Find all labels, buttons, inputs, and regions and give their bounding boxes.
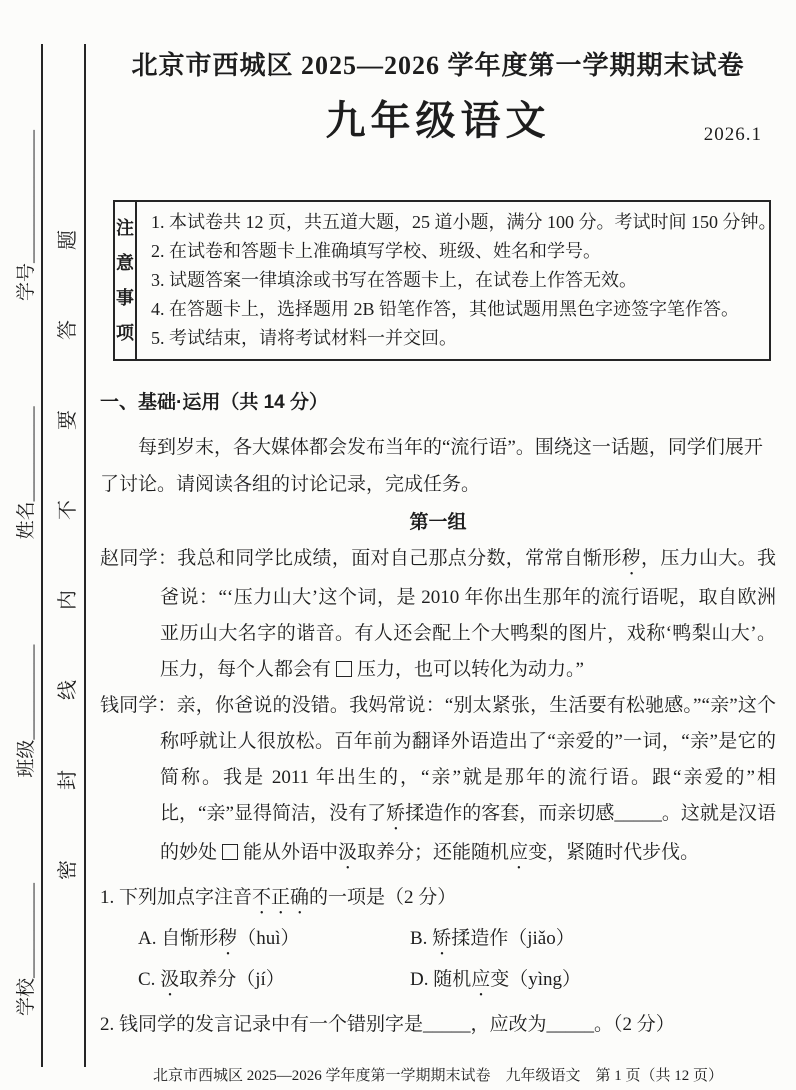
notice-label-cell (115, 202, 137, 359)
main-content (100, 0, 776, 1045)
emphasized-char: 秽 (218, 928, 238, 949)
seal-char: 要 (56, 410, 79, 430)
exam-title: 北京市西城区 2025—2026 学年度第一学期期末试卷 (131, 51, 745, 80)
notice-label: 注意事项 (116, 217, 134, 343)
qian-text: 揉造作的客套，而亲切感_____。这就是汉语的妙处 (160, 803, 776, 863)
emphasized-char: 应 (471, 969, 491, 990)
option-d (410, 960, 776, 1001)
notice-item: 2. 在试卷和答题卡上准确填写学校、班级、姓名和学号。 (151, 241, 601, 261)
option-c (138, 960, 410, 1001)
seal-line-outer (41, 44, 43, 1067)
zhao-speech-paragraph (100, 541, 776, 688)
notice-item: 1. 本试卷共 12 页，共五道大题，25 道小题，满分 100 分。考试时间 150 分钟。 (151, 212, 777, 232)
student-info-strip (7, 130, 41, 1016)
option-text: A. 自惭形 (138, 928, 219, 949)
school-field-label: 学校__________ (15, 882, 37, 1016)
class-field-label: 班级__________ (15, 644, 37, 778)
seal-char: 题 (56, 230, 79, 250)
emphasized-char: 汲 (338, 842, 358, 863)
question-1-options (100, 919, 776, 1001)
seal-char: 封 (56, 770, 79, 790)
notice-item: 5. 考试结束，请将考试材料一并交回。 (151, 328, 457, 348)
qian-text: 钱同学：亲，你爸说的没错。我妈常说：“别太紧张，生活要有松驰感。”“亲”这个称呼就让人很放松。百年前为翻译外语造出了“亲爱的”一词，“亲”是它的简称。我是 2011 年出生的，“亲”就是那年的流行语。跟“亲爱的”相比，“亲”显得简洁，没有了 (100, 695, 776, 824)
seal-char: 答 (56, 320, 79, 340)
option-text: 揉造作（jiǎo） (451, 928, 575, 949)
qian-speech-paragraph (100, 688, 776, 874)
option-text: D. 随机 (410, 969, 472, 990)
emphasized-text: 不正确 (252, 887, 310, 908)
option-text: 取养分（jí） (179, 969, 285, 990)
option-b (410, 919, 776, 960)
seal-char: 线 (56, 680, 79, 700)
emphasized-char: 矫 (432, 928, 452, 949)
emphasized-char: 汲 (160, 969, 180, 990)
option-text: B. (410, 928, 433, 949)
option-text: 变（yìng） (490, 969, 582, 990)
zhao-text: 压力，也可以转化为动力。” (357, 659, 584, 680)
page-footer: 北京市西城区 2025—2026 学年度第一学期期末试卷 九年级语文 第 1 页（共 12 页） (152, 1068, 723, 1084)
seal-char: 内 (56, 590, 79, 610)
qian-text: 变，紧随时代步伐。 (528, 842, 700, 863)
subject-title: 九年级语文 (325, 99, 551, 143)
student-id-field-label: 学号______________ (15, 130, 37, 302)
seal-notice-strip (48, 230, 82, 880)
seal-char: 不 (56, 500, 79, 520)
option-text: （huì） (237, 928, 300, 949)
qian-text: 能从外语中 (243, 842, 339, 863)
notice-box (113, 200, 777, 361)
empty-box-placeholder (222, 844, 238, 860)
seal-char: 密 (56, 860, 79, 880)
notice-item: 3. 试题答案一律填涂或书写在答题卡上，在试卷上作答无效。 (151, 270, 637, 290)
seal-line-inner (84, 44, 86, 1067)
zhao-text: ，压力山大。我爸说：“‘压力山大’这个词，是 2010 年你出生那年的流行语呢，取自欧洲亚历山大名字的谐音。有人还会配上个大鸭梨的图片，戏称‘鸭梨山大’。压力，每个人都会有 (160, 548, 776, 680)
question-1-text: 的一项是（2 分） (309, 887, 457, 908)
empty-box-placeholder (336, 661, 352, 677)
exam-date: 2026.1 (703, 124, 762, 145)
question-1-text: 1. 下列加点字注音 (100, 887, 253, 908)
question-1 (100, 878, 776, 919)
zhao-text: 赵同学：我总和同学比成绩，面对自己那点分数，常常自惭形 (100, 548, 622, 569)
group-title: 第一组 (409, 512, 467, 533)
intro-paragraph: 每到岁末，各大媒体都会发布当年的“流行语”。围绕这一话题，同学们展开了讨论。请阅读各组的讨论记录，完成任务。 (100, 437, 763, 495)
notice-items (137, 202, 785, 359)
emphasized-char: 矫 (386, 803, 406, 824)
question-2: 2. 钱同学的发言记录中有一个错别字是_____，应改为_____。（2 分） (100, 1014, 675, 1035)
option-a (138, 919, 410, 960)
section-heading: 一、基础·运用（共 14 分） (100, 392, 329, 413)
emphasized-char: 应 (509, 842, 529, 863)
emphasized-char: 秽 (621, 548, 642, 569)
option-text: C. (138, 969, 161, 990)
subject-row (100, 94, 776, 148)
name-field-label: 姓名__________ (15, 406, 37, 540)
qian-text: 取养分；还能随机 (357, 842, 510, 863)
notice-item: 4. 在答题卡上，选择题用 2B 铅笔作答，其他试题用黑色字迹签字笔作答。 (151, 299, 740, 319)
